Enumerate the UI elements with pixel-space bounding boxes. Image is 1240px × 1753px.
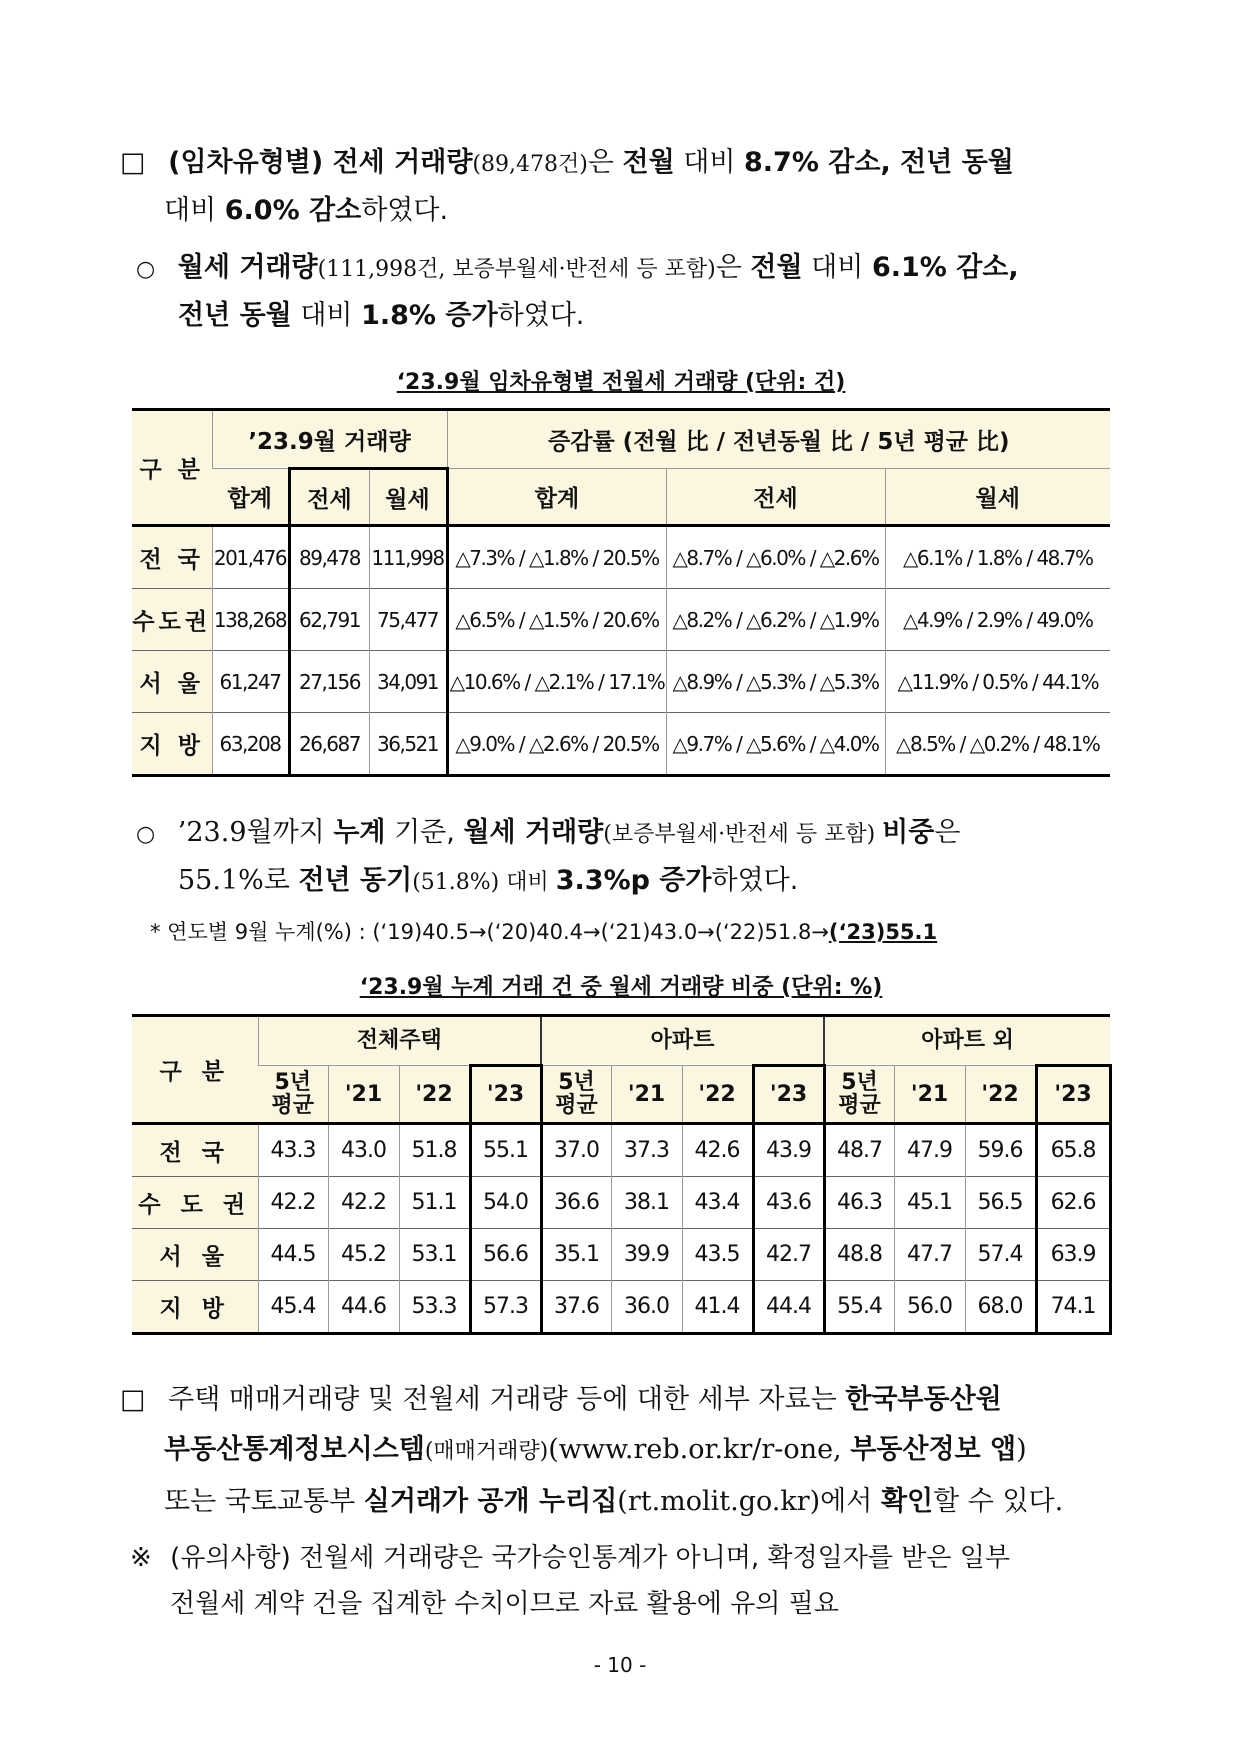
- para3-bold: 누계: [333, 817, 386, 848]
- table2-corner: 구 분: [132, 1016, 258, 1124]
- table-cell: 47.9: [894, 1124, 965, 1177]
- table-cell: 63.9: [1036, 1229, 1110, 1281]
- table2-sub-year: '22: [965, 1066, 1036, 1124]
- para3-text: 하였다.: [711, 865, 799, 896]
- row-label: 수 도 권: [132, 1177, 258, 1229]
- table2-sub-year: '22: [399, 1066, 470, 1124]
- table-cell: 62,791: [289, 589, 369, 651]
- table-row: [132, 1281, 1110, 1334]
- table-cell: 111,998: [369, 526, 447, 589]
- table-cell: 42.2: [328, 1177, 399, 1229]
- para1-line1: [120, 140, 1120, 188]
- table2-caption: [132, 970, 1110, 1001]
- reference-mark-icon: ※: [130, 1543, 152, 1573]
- table-cell: 55.1: [470, 1124, 541, 1177]
- table-cell: △9.0% / △2.6% / 20.5%: [447, 713, 666, 776]
- table-cell: 43.9: [753, 1124, 824, 1177]
- table-cell: 47.7: [894, 1229, 965, 1281]
- para1-line2: [120, 188, 1120, 234]
- table-cell: 65.8: [1036, 1124, 1110, 1177]
- paragraph-monthly-rent: [136, 245, 1126, 339]
- table-cell: 63,208: [212, 713, 289, 776]
- para4-text: 또는 국토교통부: [164, 1486, 364, 1517]
- para2-bold: 6.1% 감소,: [871, 252, 1019, 283]
- table2-sub-year: '21: [328, 1066, 399, 1124]
- para3-bold: 전년 동기: [298, 865, 413, 896]
- circle-bullet: ○: [136, 822, 156, 847]
- table-cell: 36,521: [369, 713, 447, 776]
- table-cell: 48.7: [824, 1124, 894, 1177]
- table1-sub-jeonse-rate: 전세: [666, 469, 885, 526]
- table-cell: 51.8: [399, 1124, 470, 1177]
- table2-sub-year: '21: [894, 1066, 965, 1124]
- para4-line2: [120, 1425, 1120, 1477]
- para1-text: 대비: [674, 147, 745, 178]
- table-cell: 39.9: [611, 1229, 682, 1281]
- table-cell: 53.3: [399, 1281, 470, 1334]
- table-cell: △6.5% / △1.5% / 20.6%: [447, 589, 666, 651]
- table-cell: 45.1: [894, 1177, 965, 1229]
- table-cell: 57.3: [470, 1281, 541, 1334]
- table-cell: 56.5: [965, 1177, 1036, 1229]
- table-cell: △11.9% / 0.5% / 44.1%: [885, 651, 1110, 713]
- table-cell: 74.1: [1036, 1281, 1110, 1334]
- para3-paren: (보증부월세·반전세 등 포함): [603, 822, 883, 847]
- para3-text: 55.1%: [178, 865, 264, 896]
- para1-bold: 전월: [622, 147, 675, 178]
- table-cell: 59.6: [965, 1124, 1036, 1177]
- para3-text: 은: [934, 817, 961, 848]
- table2-sub-year: '23: [1036, 1066, 1110, 1124]
- table-cell: 42.6: [682, 1124, 753, 1177]
- table-monthly-share: [132, 1014, 1112, 1335]
- row-label: 서 울: [132, 651, 212, 713]
- para3-bold: 비중: [882, 817, 935, 848]
- table-row: [132, 526, 1110, 589]
- para2-bold: 1.8% 증가: [361, 300, 498, 331]
- para4-url: (www.reb.or.kr/r-one,: [548, 1434, 851, 1465]
- table-cell: △8.5% / △0.2% / 48.1%: [885, 713, 1110, 776]
- table-row: [132, 651, 1110, 713]
- note-yearly-highlight: (‘23)55.1: [828, 920, 938, 944]
- caution-line2: [130, 1581, 1120, 1627]
- table-cell: △7.3% / △1.8% / 20.5%: [447, 526, 666, 589]
- table-cell: 27,156: [289, 651, 369, 713]
- table-cell: 45.2: [328, 1229, 399, 1281]
- table1-sub-total: 합계: [212, 469, 289, 526]
- table-cell: 34,091: [369, 651, 447, 713]
- para1-text: 대비: [164, 195, 225, 226]
- table-cell: 75,477: [369, 589, 447, 651]
- table2-sub-avg: [258, 1066, 328, 1124]
- para3-line1: [136, 810, 1126, 858]
- square-bullet: □: [120, 1384, 146, 1415]
- table-cell: △8.2% / △6.2% / △1.9%: [666, 589, 885, 651]
- avg-line2: 평균: [271, 1093, 314, 1118]
- table-cell: 36.6: [541, 1177, 611, 1229]
- table2-group-all: 전체주택: [258, 1016, 541, 1066]
- caution-line1: [130, 1535, 1120, 1581]
- table-cell: 46.3: [824, 1177, 894, 1229]
- para4-text: ): [1016, 1434, 1027, 1465]
- row-label: 전 국: [132, 1124, 258, 1177]
- table-row: [132, 1124, 1110, 1177]
- table-cell: △6.1% / 1.8% / 48.7%: [885, 526, 1110, 589]
- table-lease-volume: [132, 408, 1110, 777]
- table2-sub-year: '23: [753, 1066, 824, 1124]
- para3-line2: [136, 858, 1126, 906]
- para2-text: 대비: [802, 252, 872, 283]
- para1-text: 하였다.: [361, 195, 449, 226]
- table-cell: △10.6% / △2.1% / 17.1%: [447, 651, 666, 713]
- table2-sub-avg: [541, 1066, 611, 1124]
- table-cell: 68.0: [965, 1281, 1036, 1334]
- para3-bold: 월세 거래량: [463, 817, 604, 848]
- table1-sub-jeonse: 전세: [289, 469, 369, 526]
- para2-bold: 전년 동월: [178, 300, 292, 331]
- para3-bold: 3.3%p 증가: [555, 865, 712, 896]
- table-cell: 43.4: [682, 1177, 753, 1229]
- table-cell: 37.6: [541, 1281, 611, 1334]
- table-cell: 43.6: [753, 1177, 824, 1229]
- table-cell: 43.3: [258, 1124, 328, 1177]
- table-cell: 45.4: [258, 1281, 328, 1334]
- para4-bold: 부동산통계정보시스템: [164, 1434, 425, 1465]
- para1-heading: (임차유형별) 전세 거래량: [168, 147, 473, 178]
- table-cell: 57.4: [965, 1229, 1036, 1281]
- table-cell: 61,247: [212, 651, 289, 713]
- table-cell: △9.7% / △5.6% / △4.0%: [666, 713, 885, 776]
- para2-text: 은: [715, 252, 751, 283]
- table-cell: 56.0: [894, 1281, 965, 1334]
- table2-sub-year: '21: [611, 1066, 682, 1124]
- avg-line1: 5년: [274, 1070, 312, 1095]
- table-cell: 55.4: [824, 1281, 894, 1334]
- table-cell: 56.6: [470, 1229, 541, 1281]
- table1-corner: 구 분: [132, 410, 212, 526]
- para3-text: 기준,: [385, 817, 464, 848]
- table1-caption-text: ‘23.9월 임차유형별 전월세 거래량 (단위: 건): [396, 370, 846, 395]
- para1-bold: 8.7% 감소: [744, 147, 881, 178]
- table2-sub-avg: [824, 1066, 894, 1124]
- para2-bold: 전월: [750, 252, 803, 283]
- table-cell: 37.3: [611, 1124, 682, 1177]
- table-cell: △8.7% / △6.0% / △2.6%: [666, 526, 885, 589]
- table2-group-non-apt: 아파트 외: [824, 1016, 1110, 1066]
- table-cell: △4.9% / 2.9% / 49.0%: [885, 589, 1110, 651]
- table-cell: △8.9% / △5.3% / △5.3%: [666, 651, 885, 713]
- para2-text: 하였다.: [497, 300, 585, 331]
- table-row: [132, 589, 1110, 651]
- para2-heading: 월세 거래량: [177, 252, 318, 283]
- table2-sub-year: '22: [682, 1066, 753, 1124]
- avg-line2: 평균: [838, 1093, 881, 1118]
- para1-bold: 6.0% 감소: [224, 195, 362, 226]
- table2-group-apt: 아파트: [541, 1016, 824, 1066]
- para4-bold: 실거래가 공개 누리집: [363, 1486, 618, 1517]
- row-label: 전 국: [132, 526, 212, 589]
- table1-sub-monthly: 월세: [369, 469, 447, 526]
- table-cell: 89,478: [289, 526, 369, 589]
- caution-text: (유의사항) 전월세 거래량은 국가승인통계가 아니며, 확정일자를 받은 일부: [170, 1543, 1010, 1573]
- para2-count: (111,998건, 보증부월세·반전세 등 포함): [317, 257, 716, 282]
- note-yearly-text: * 연도별 9월 누계(%) : (‘19)40.5→(‘20)40.4→(‘21)43.0→(‘22)51.8→: [150, 920, 829, 944]
- table1-sub-monthly-rate: 월세: [885, 469, 1110, 526]
- table-cell: 44.5: [258, 1229, 328, 1281]
- table-row: [132, 1177, 1110, 1229]
- para4-bold: 확인: [880, 1486, 934, 1517]
- avg-line1: 5년: [558, 1070, 595, 1095]
- paragraph-data-sources: [120, 1375, 1120, 1527]
- para4-bold: 부동산정보 앱: [850, 1434, 1017, 1465]
- row-label: 서 울: [132, 1229, 258, 1281]
- table-cell: 48.8: [824, 1229, 894, 1281]
- paragraph-cumulative: [136, 810, 1126, 906]
- row-label: 지 방: [132, 1281, 258, 1334]
- table1-caption: [132, 365, 1110, 396]
- table-cell: 51.1: [399, 1177, 470, 1229]
- table-row: [132, 713, 1110, 776]
- row-label: 수도권: [132, 589, 212, 651]
- table-cell: 35.1: [541, 1229, 611, 1281]
- para2-line2: [136, 293, 1126, 339]
- table-row: [132, 1229, 1110, 1281]
- para4-line3: [120, 1477, 1120, 1527]
- para1-count: (89,478건): [472, 152, 588, 177]
- para4-text: 할 수 있다.: [933, 1486, 1064, 1517]
- table-cell: 44.4: [753, 1281, 824, 1334]
- circle-bullet: ○: [136, 257, 156, 282]
- para1-bold: , 전년 동월: [880, 147, 1014, 178]
- table-cell: 42.2: [258, 1177, 328, 1229]
- table-cell: 43.5: [682, 1229, 753, 1281]
- avg-line2: 평균: [555, 1093, 598, 1118]
- table-cell: 43.0: [328, 1124, 399, 1177]
- square-bullet: □: [120, 147, 146, 178]
- table-cell: 44.6: [328, 1281, 399, 1334]
- table1-sub-total-rate: 합계: [447, 469, 666, 526]
- table2-caption-text: ‘23.9월 누계 거래 건 중 월세 거래량 비중 (단위: %): [359, 975, 883, 1000]
- para2-line1: [136, 245, 1126, 293]
- para1-text: 은: [587, 147, 623, 178]
- page-number: - 10 -: [593, 1653, 647, 1677]
- paragraph-lease-type: [120, 140, 1120, 234]
- para2-text: 대비: [291, 300, 362, 331]
- para3-paren: (51.8%) 대비: [412, 870, 556, 895]
- para4-bold: 한국부동산원: [845, 1384, 1002, 1415]
- table-cell: 62.6: [1036, 1177, 1110, 1229]
- table-cell: 26,687: [289, 713, 369, 776]
- table-cell: 36.0: [611, 1281, 682, 1334]
- row-label: 지 방: [132, 713, 212, 776]
- table2-sub-year: '23: [470, 1066, 541, 1124]
- table1-group-volume: ’23.9월 거래량: [212, 410, 447, 469]
- table-cell: 201,476: [212, 526, 289, 589]
- para4-paren: (매매거래량): [424, 1439, 549, 1464]
- para4-line1: [120, 1375, 1120, 1425]
- para4-url: (rt.molit.go.kr)에서: [617, 1486, 881, 1517]
- table-cell: 42.7: [753, 1229, 824, 1281]
- para3-text: 까지: [272, 817, 334, 848]
- table1-group-change: 증감률 (전월 比 / 전년동월 比 / 5년 평균 比): [447, 410, 1110, 469]
- table-cell: 38.1: [611, 1177, 682, 1229]
- table-cell: 53.1: [399, 1229, 470, 1281]
- caution-text: 전월세 계약 건을 집계한 수치이므로 자료 활용에 유의 필요: [170, 1589, 839, 1619]
- para4-text: 주택 매매거래량 및 전월세 거래량 등에 대한 세부 자료는: [168, 1384, 846, 1415]
- table-cell: 138,268: [212, 589, 289, 651]
- para3-text: 로: [263, 865, 299, 896]
- para3-text: ’23.9월: [177, 817, 273, 848]
- note-yearly: [150, 916, 937, 946]
- table-cell: 37.0: [541, 1124, 611, 1177]
- caution-note: [130, 1535, 1120, 1627]
- avg-line1: 5년: [841, 1070, 878, 1095]
- table-cell: 41.4: [682, 1281, 753, 1334]
- table-cell: 54.0: [470, 1177, 541, 1229]
